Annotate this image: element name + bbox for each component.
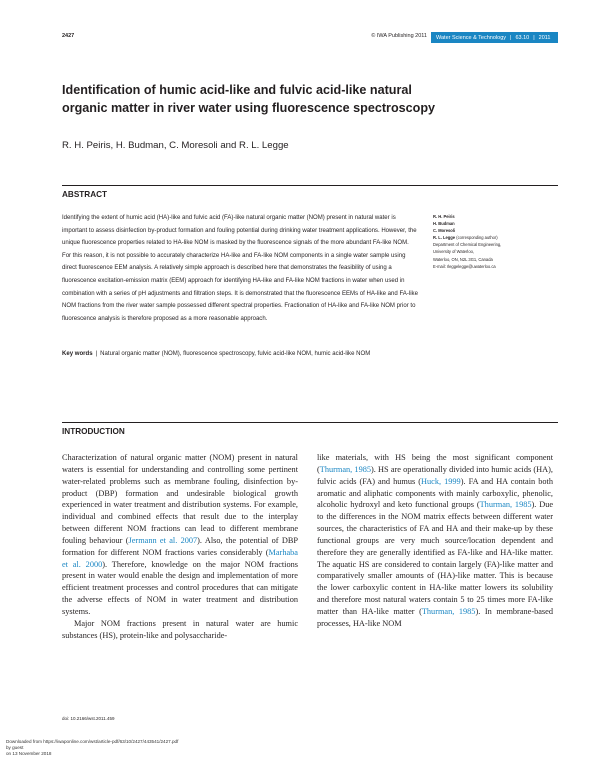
section-divider [62,422,558,423]
journal-year: 2011 [538,34,551,41]
download-by: by guest [6,745,24,751]
affiliation-email: E-mail: rleggelegge@uwaterloo.ca [433,263,496,269]
citation-link[interactable]: Jermann et al. 2007 [128,535,198,545]
running-header [62,33,558,44]
paragraph: Characterization of natural organic matter (NOM) present in natural waters is essential for understanding and controlling some pertinent water-related problems such as membrane fouling, disinfection by-product (DBP) formation and undesirable biological growth experienced in water treatment and distribution systems. For example, individual and combined effects that result due to the interplay between different NOM fractions can lead to different membrane fouling behaviour (Jermann et al. 2007). Also, the potential of DBP formation for different NOM fractions varies considerably (Marhaba et al. 2000). Therefore, knowledge on the major NOM fractions present in water would enable the design and implementation of more efficient treatment processes and control procedures that can mitigate the adverse effects of NOM in water treatment and distribution systems. [62,453,299,616]
body-column-left [62,452,298,642]
page-number: 2427 [62,33,75,39]
paragraph: like materials, with HS being the most significant component (Thurman, 1985). HS are operationally divided into humic acids (HA), fulvic acids (FA) and humus (Huck, 1999). FA and HA contain both aromatic and aliphatic components with mainly carboxylic, phenolic, alcoholic hydroxyl and keto functional groups (Thurman, 1985). Due to the differences in the NOM matrix effects between different water sources, the characteristics of FA and HA and their make-up by these functional groups are very much source/location dependent and therefore they are generally identified as FA-like and HA-like matter. The aquatic HS are considered to contain largely (FA)-like matter and comparatively smaller amounts of (HA)-like matter. This is because the lower carboxylic content in HA-like matter lowers its solubility and therefore most natural waters contain 5 to 25 times more FA-like matter than HA-like matter (Thurman, 1985). In membrane-based processes, HA-like NOM [317,453,554,628]
journal-banner [431,32,558,43]
journal-name: Water Science & Technology [436,34,507,41]
download-date: on 13 November 2018 [6,751,52,757]
doi: doi: 10.2166/wst.2011.459 [62,716,115,721]
journal-volume: 63.10 [515,34,530,41]
author-list: R. H. Peiris, H. Budman, C. Moresoli and R. L. Legge [62,140,289,151]
keywords-label: Key words [62,351,93,357]
journal-separator: | [510,34,512,41]
keywords-list: Natural organic matter (NOM), fluorescence spectroscopy, fulvic acid-like NOM, humic acid-like NOM [100,351,371,357]
article-title: Identification of humic acid-like and fulvic acid-like natural organic matter in river water using fluorescence spectroscopy [62,83,436,115]
citation-link[interactable]: Thurman, 1985 [479,500,532,510]
keywords [62,349,419,361]
citation-link[interactable]: Thurman, 1985 [319,464,372,474]
citation-link[interactable]: Thurman, 1985 [421,606,476,616]
paragraph: Major NOM fractions present in natural water are humic substances (HS), protein-like and polysaccharide- [62,618,298,640]
download-notice [6,739,178,757]
publisher-notice: © IWA Publishing 2011 [371,33,427,39]
corresponding-author: R. L. Legge (corresponding author) [433,235,498,241]
citation-link[interactable]: Huck, 1999 [421,476,461,486]
affiliation-line: Department of Chemical Engineering, [433,242,502,248]
affiliation-author: H. Budman [433,221,455,227]
abstract-text: Identifying the extent of humic acid (HA)-like and fulvic acid (FA)-like natural organic matter (NOM) present in natural water is important to assess disinfection by-product formation and fouling potential during drinking water treatment applications. However, the unique fluorescence properties related to HA-like NOM is masked by the fluorescence signals of the more abundant FA-like NOM. For this reason, it is not possible to accurately characterize HA-like and FA-like NOM components in a single water sample using direct fluorescence EEM analysis. A relatively simple approach is described here that demonstrates the feasibility of using a fluorescence excitation-emission matrix (EEM) approach for identifying HA-like and FA-like NOM fractions in water when used in combination with a series of pH adjustments and filtration steps. It is demonstrated that the fluorescence EEMs of HA-like and FA-like NOM fractions from the river water sample possessed different spectral properties. Fractionation of HA-like and FA-like NOM prior to fluorescence analysis is therefore proposed as a more reasonable approach. [62,215,418,322]
affiliation-line: University of Waterloo, [433,249,475,255]
section-divider [62,185,558,186]
affiliation-author: C. Moresoli [433,228,456,234]
affiliation-author: R. H. Peiris [433,214,455,219]
abstract-heading: ABSTRACT [62,190,108,199]
affiliation-line: Waterloo, ON, N2L 3G1, Canada [433,256,493,262]
keywords-separator: | [95,351,98,357]
citation-link[interactable]: Marhaba et al. 2000 [62,547,298,569]
author-affiliation [433,213,563,270]
introduction-heading: INTRODUCTION [62,427,125,436]
download-url: Downloaded from https://iwaponline.com/wst/article-pdf/63/10/2427/443541/2427.pdf [6,739,179,744]
body-column-right [317,452,553,630]
journal-separator: | [533,34,535,41]
